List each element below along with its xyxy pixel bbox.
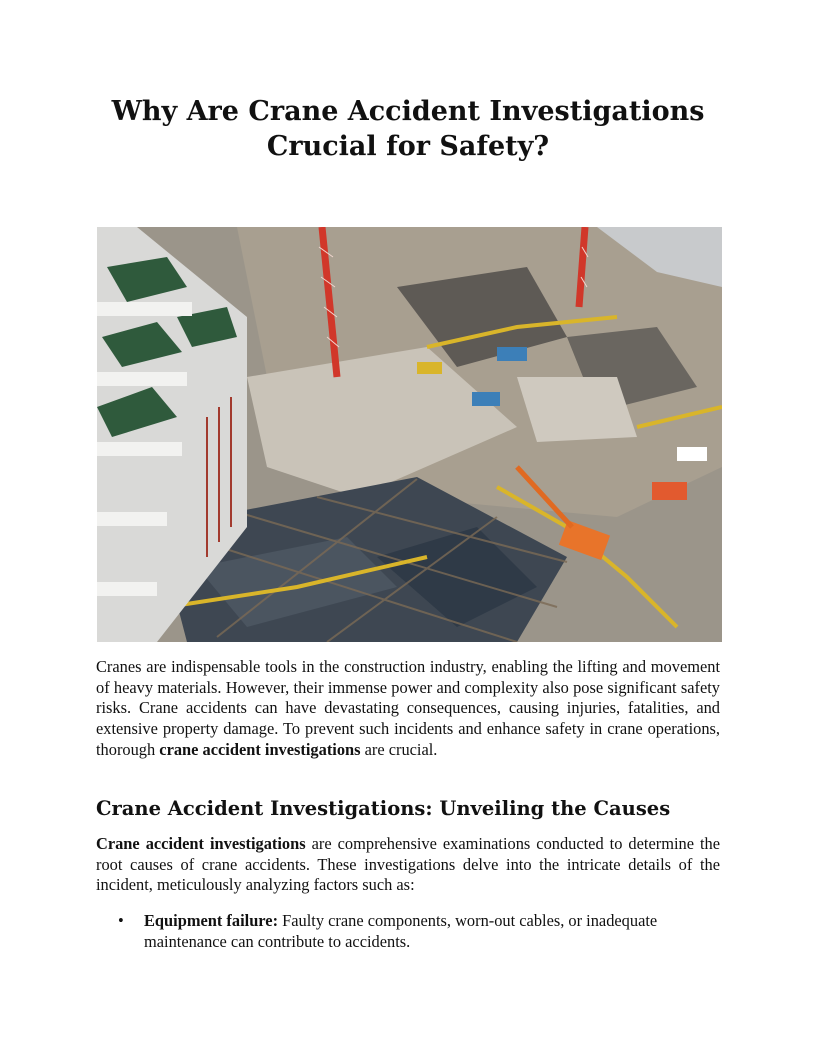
intro-paragraph (96, 657, 720, 761)
intro-text-1: Cranes are indispensable tools in the construction industry, enabling the lifting and movement of heavy materials. However, their immense power and complexity also pose significant safety risks. Crane accidents can have devastating consequences, causing injuries, fatalities, and extensive property damage. To prevent such incidents and enhance safety in crane operations, thorough (96, 657, 720, 759)
intro-text-2: are crucial. (360, 739, 438, 759)
section-bold-keyword: Crane accident investigations (96, 834, 306, 853)
causes-list (96, 911, 720, 952)
bullet-symbol: • (118, 911, 124, 930)
section-text: are comprehensive examinations conducted to determine the root causes of crane accidents. These investigations delve into the intricate details of the incident, meticulously analyzing factors such as: (96, 834, 721, 895)
section-heading: Crane Accident Investigations: Unveiling the Causes (96, 797, 671, 820)
construction-site-illustration (97, 227, 722, 642)
construction-site-image (97, 227, 722, 642)
section-paragraph (96, 834, 720, 896)
list-item-label: Equipment failure: (144, 911, 279, 930)
intro-bold-keyword: crane accident investigations (159, 739, 361, 759)
list-item-text: Faulty crane components, worn-out cables, or inadequate maintenance can contribute to accidents. (144, 911, 658, 951)
list-item (96, 911, 720, 952)
page-title: Why Are Crane Accident Investigations Crucial for Safety? (111, 96, 705, 162)
